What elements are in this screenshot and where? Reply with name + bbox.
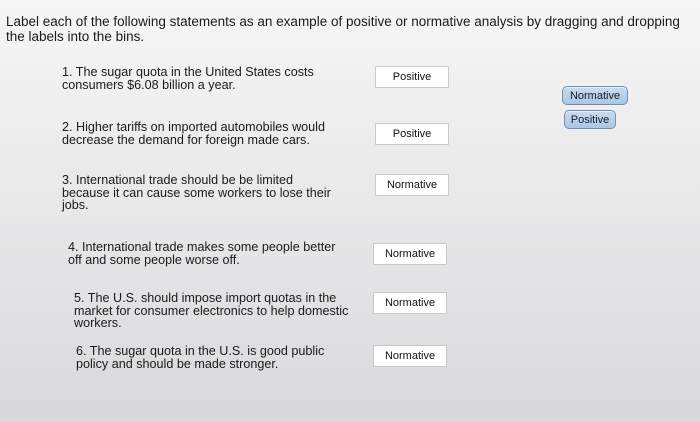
instructions-text: Label each of the following statements as an example of positive or normative analysis by dragging and dropping the labels into the bins. [6, 14, 680, 44]
draggable-label-normative[interactable]: Normative [562, 86, 628, 105]
statement-2: 2. Higher tariffs on imported automobiles would decrease the demand for foreign made cars. [62, 120, 325, 147]
bin-1-label: Positive [392, 71, 432, 83]
drop-bin-3[interactable] [375, 174, 449, 196]
drop-bin-4[interactable] [373, 243, 447, 265]
draggable-label-positive[interactable]: Positive [564, 110, 616, 129]
drop-bin-5[interactable] [373, 292, 447, 314]
statement-4: 4. International trade makes some people better off and some people worse off. [68, 240, 336, 267]
bin-3-label: Normative [386, 179, 438, 191]
drop-bin-1[interactable] [375, 66, 449, 88]
bin-5-label: Normative [384, 297, 436, 309]
bin-4-label: Normative [384, 248, 436, 260]
drop-bin-6[interactable] [373, 345, 447, 367]
statement-1: 1. The sugar quota in the United States costs consumers $6.08 billion a year. [62, 65, 314, 92]
statement-5: 5. The U.S. should impose import quotas in the market for consumer electronics to help domestic workers. [74, 291, 349, 330]
bin-6-label: Normative [384, 350, 436, 362]
statement-6: 6. The sugar quota in the U.S. is good public policy and should be made stronger. [76, 344, 325, 371]
bin-2-label: Positive [392, 128, 432, 140]
drop-bin-2[interactable] [375, 123, 449, 145]
statement-3: 3. International trade should be be limited because it can cause some workers to lose their jobs. [62, 173, 331, 212]
